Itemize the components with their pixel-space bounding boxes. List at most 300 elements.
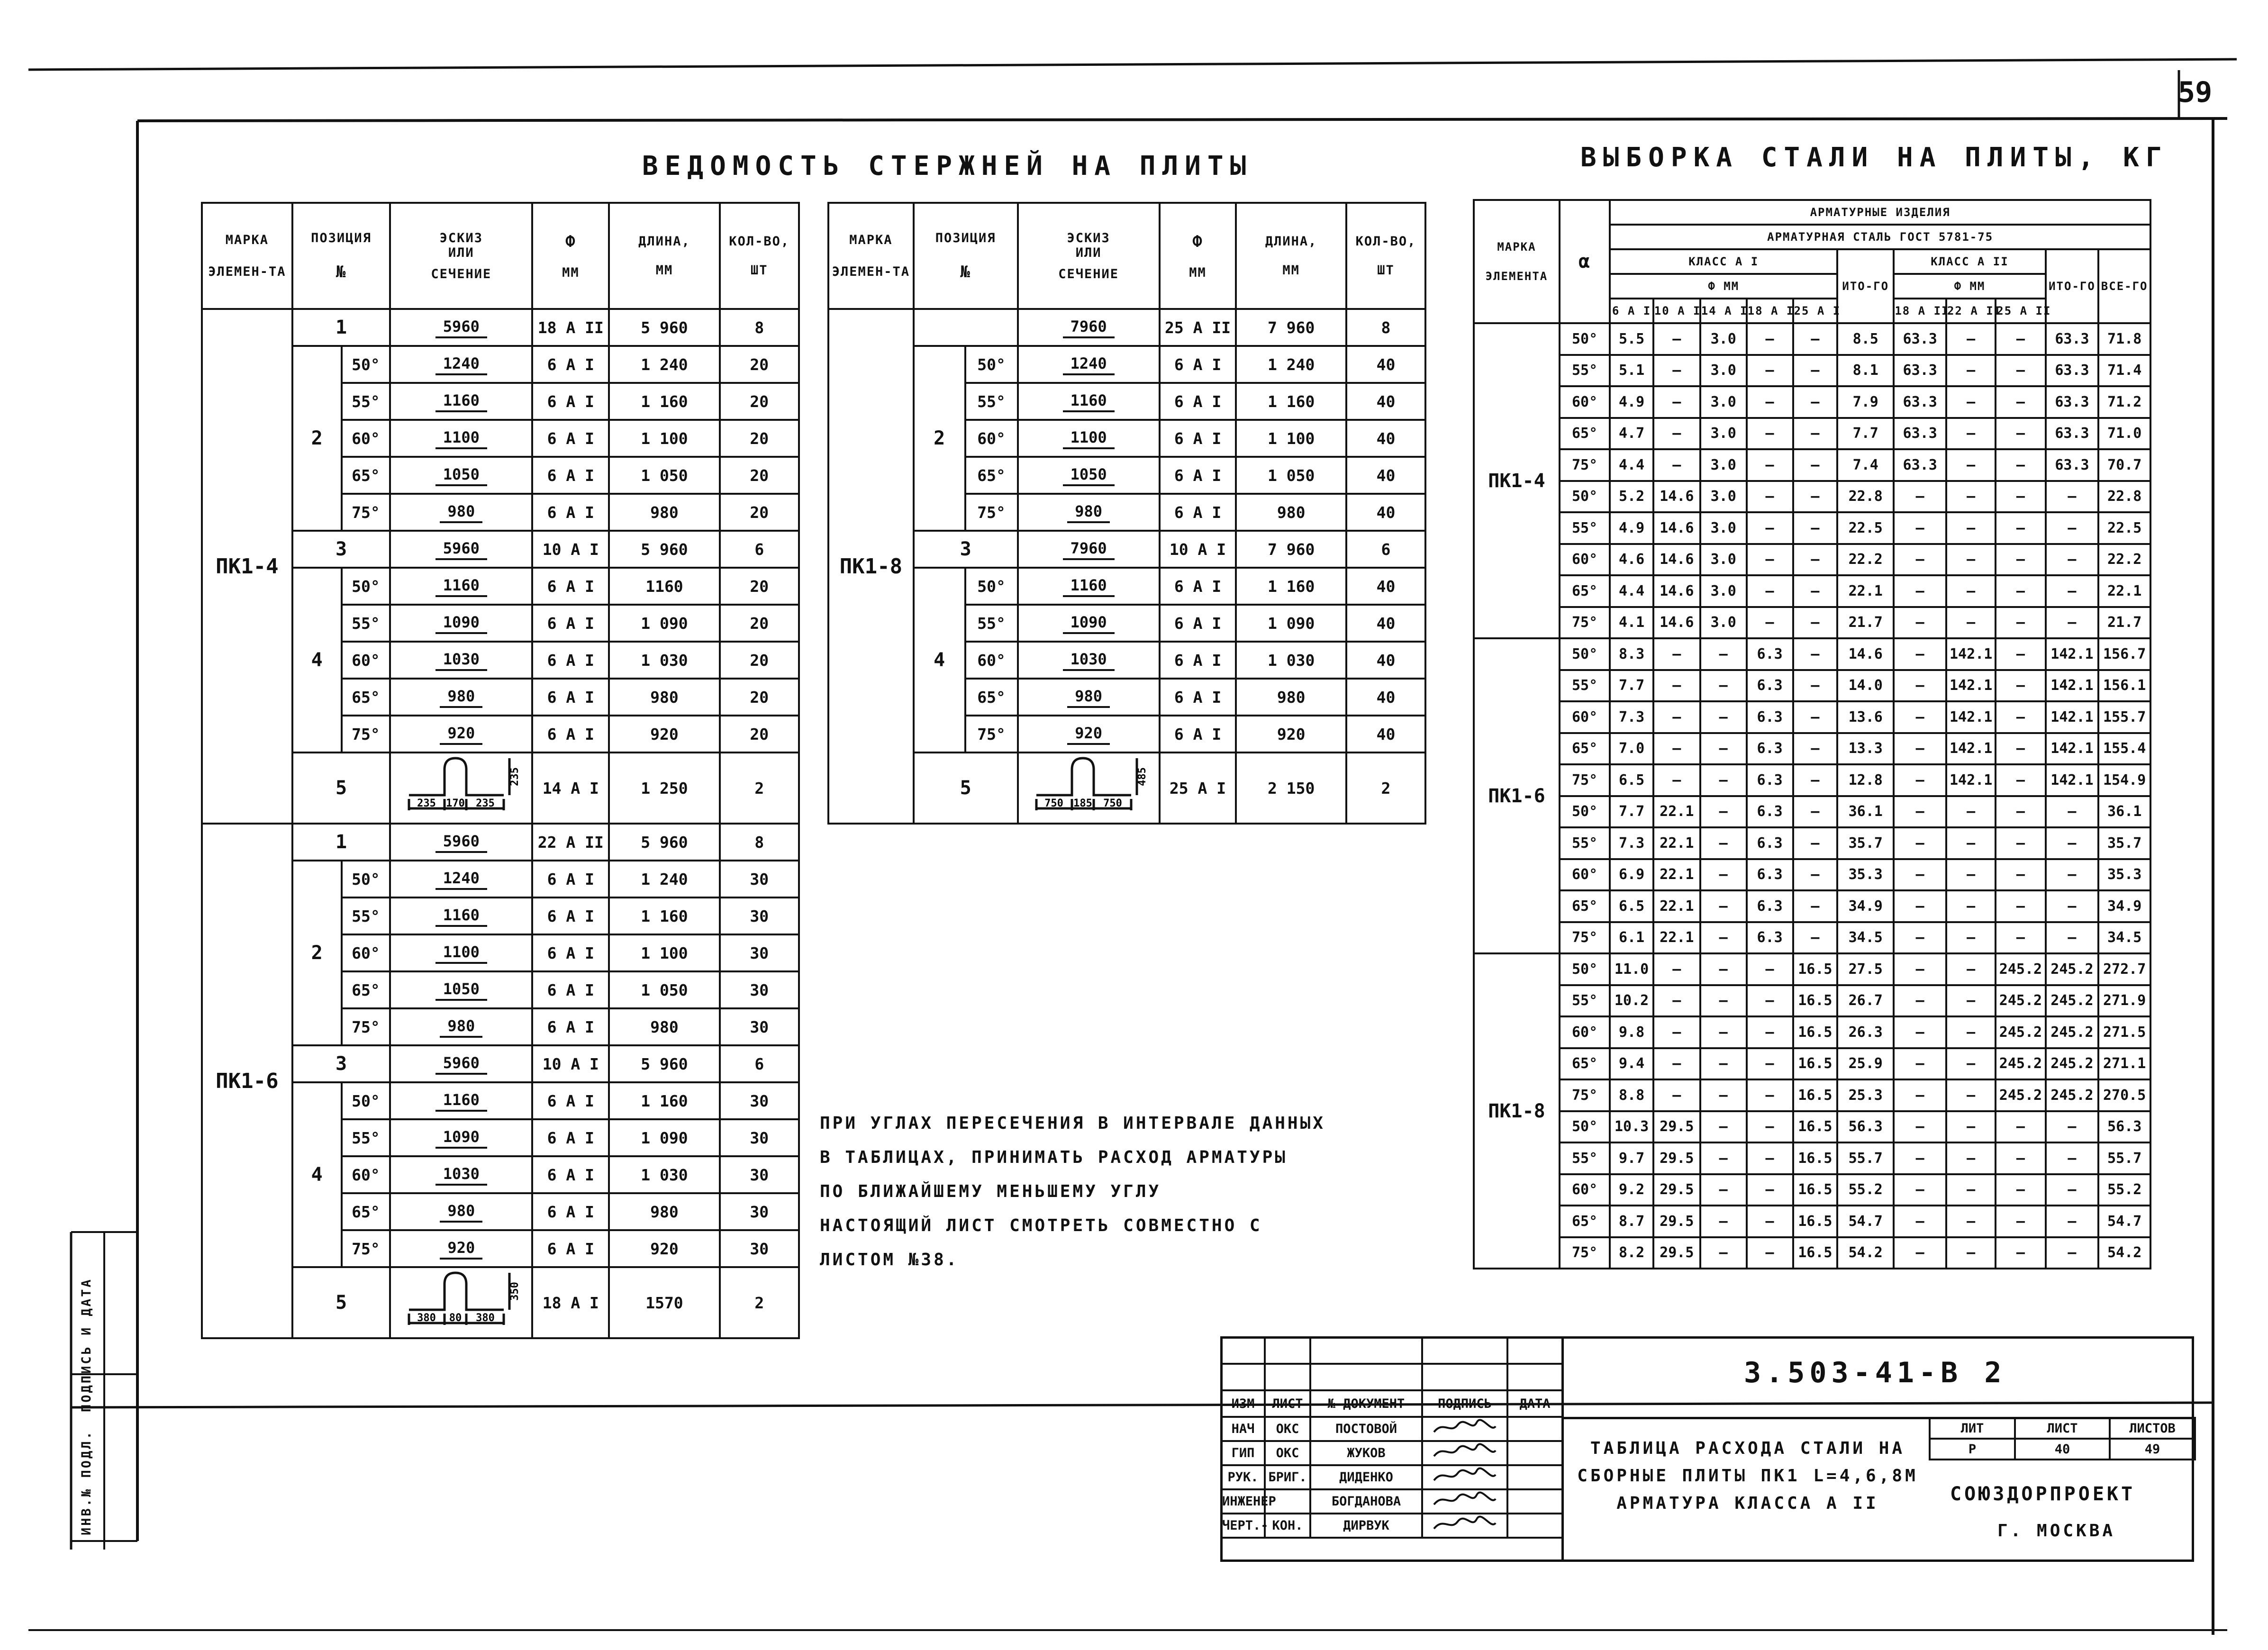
sel-value: [1793, 323, 1838, 355]
sel-value: [1747, 1174, 1793, 1206]
sel-angle-text: 55°: [1572, 1150, 1598, 1167]
sel-value: [2098, 512, 2150, 544]
stamp-col-header-text: ПОДПИСЬ: [1438, 1396, 1492, 1411]
col-qty-header: КОЛ-ВО, ШТ: [1346, 203, 1425, 309]
sel-value: [1837, 701, 1894, 733]
sel-value-text: —: [1672, 425, 1681, 442]
sel-value-text: 21.7: [1848, 614, 1883, 631]
sel-class-a1-header: КЛАСС А I: [1610, 249, 1837, 274]
bar-length: [609, 494, 719, 531]
sel-value: [1894, 575, 1946, 607]
bar-quantity: [720, 971, 799, 1008]
sel-value: [1747, 859, 1793, 891]
sel-angle: [1560, 1111, 1610, 1143]
sel-value-text: 245.2: [1999, 992, 2042, 1009]
position-number: [292, 1082, 342, 1267]
bar-sketch: [1018, 531, 1160, 568]
sel-value: [1793, 890, 1838, 922]
bar-quantity-text: 20: [750, 503, 769, 522]
bar-sketch: [390, 1156, 532, 1193]
sel-value: [1610, 323, 1653, 355]
bar-diameter: [1160, 457, 1236, 494]
bar-sketch-text: 920: [440, 724, 482, 745]
sel-value-text: 26.7: [1848, 992, 1883, 1009]
sel-value-text: —: [1915, 614, 1924, 631]
sel-angle-text: 65°: [1572, 740, 1598, 757]
sel-angle: [1560, 1016, 1610, 1048]
sel-value: [1653, 922, 1700, 954]
sel-angle-text: 55°: [1572, 992, 1598, 1009]
sel-value-text: —: [1811, 677, 1820, 694]
sel-value-text: —: [1811, 614, 1820, 631]
angle-text: 55°: [977, 392, 1006, 411]
sel-value: [2046, 1174, 2099, 1206]
sel-value: [1793, 764, 1838, 796]
bar-diameter: [1160, 679, 1236, 716]
sel-value: [1610, 985, 1653, 1017]
sel-element-mark: [1474, 638, 1560, 953]
bar-length: [1236, 494, 1346, 531]
sel-value: [2098, 1079, 2150, 1111]
sel-value-text: 271.9: [2103, 992, 2146, 1009]
sel-value: [2098, 1206, 2150, 1237]
sel-value-text: 63.3: [2055, 330, 2089, 347]
bar-sketch-text: 1030: [435, 1165, 487, 1186]
sel-value-text: —: [1915, 992, 1924, 1009]
sel-value-text: 27.5: [1848, 961, 1883, 978]
sel-angle: [1560, 890, 1610, 922]
stamp-dept: [1265, 1514, 1310, 1538]
sel-value-text: 156.7: [2103, 645, 2146, 662]
stamp-col-header: [1310, 1390, 1422, 1417]
angle: [342, 642, 390, 679]
bar-sketch: [390, 1008, 532, 1045]
sel-value-text: —: [1672, 645, 1681, 662]
sel-value-text: 35.3: [2107, 866, 2142, 883]
stamp-col-header: [1422, 1390, 1507, 1417]
bar-sketch: [1018, 383, 1160, 420]
sel-value-text: 63.3: [2055, 456, 2089, 473]
sel-value: [2098, 449, 2150, 481]
sel-value-text: —: [1719, 898, 1728, 915]
sel-value-text: —: [1915, 582, 1924, 599]
bar-sketch: [390, 1119, 532, 1156]
bar-sketch: [1018, 457, 1160, 494]
bar-quantity-text: 40: [1376, 355, 1396, 374]
sel-value: [1793, 670, 1838, 702]
sel-value: [2098, 1048, 2150, 1080]
stamp-col-header: [1265, 1390, 1310, 1417]
sel-value: [1653, 638, 1700, 670]
sel-value-text: —: [1765, 551, 1774, 568]
sel-value: [1837, 827, 1894, 859]
sel-value-text: —: [1967, 330, 1976, 347]
bar-diameter-text: 18 А I: [542, 1293, 599, 1312]
sel-value-text: 14.0: [1848, 677, 1883, 694]
bar-sketch-text: 1240: [435, 354, 487, 375]
sel-value: [1996, 355, 2045, 387]
col-dia-header: Ф ММ: [1160, 203, 1236, 309]
bar-length-text: 1 250: [641, 779, 688, 798]
sel-value: [1793, 1142, 1838, 1174]
stamp-name: [1310, 1441, 1422, 1465]
sel-value: [1946, 733, 1996, 765]
sel-value: [1653, 1016, 1700, 1048]
sel-value: [2098, 922, 2150, 954]
sel-value: [1894, 733, 1946, 765]
stamp-role-text: РУК.: [1227, 1470, 1259, 1485]
sel-angle: [1560, 922, 1610, 954]
hook-dim-mid: 185: [1073, 798, 1092, 809]
sel-value-text: 29.5: [1660, 1181, 1694, 1198]
sel-value-text: —: [1967, 488, 1976, 505]
bar-length: [1236, 309, 1346, 346]
sel-value-text: —: [1719, 677, 1728, 694]
bar-quantity: [720, 1267, 799, 1338]
sel-value: [1837, 922, 1894, 954]
sel-value-text: 13.3: [1848, 740, 1883, 757]
sel-value: [2098, 859, 2150, 891]
bar-quantity: [1346, 605, 1425, 642]
sel-value-text: 63.3: [1903, 425, 1937, 442]
sel-value-text: —: [1811, 803, 1820, 820]
bar-sketch: [1018, 568, 1160, 605]
bar-length-text: 980: [650, 688, 679, 707]
sel-value-text: 16.5: [1798, 1024, 1833, 1041]
angle-text: 50°: [352, 577, 380, 596]
sel-value-text: —: [2068, 834, 2077, 852]
sel-element-mark-text: ПК1-6: [1488, 785, 1545, 807]
sel-value: [2098, 764, 2150, 796]
bar-quantity-text: 40: [1376, 614, 1396, 633]
sel-value: [1653, 323, 1700, 355]
sel-value-text: 5.1: [1618, 362, 1645, 379]
sel-angle: [1560, 638, 1610, 670]
sel-element-mark: [1474, 323, 1560, 638]
sel-value: [1700, 1111, 1747, 1143]
bar-diameter: [532, 605, 609, 642]
sel-value: [1793, 1206, 1838, 1237]
angle: [342, 383, 390, 420]
sel-value: [2098, 953, 2150, 985]
sel-angle: [1560, 733, 1610, 765]
bar-sketch-text: 1030: [435, 650, 487, 671]
sel-value: [2046, 733, 2099, 765]
sel-value-text: 29.5: [1660, 1150, 1694, 1167]
sel-value-text: 36.1: [2107, 803, 2142, 820]
sel-value-text: —: [1811, 898, 1820, 915]
sel-value-text: —: [2068, 614, 2077, 631]
sel-value: [1894, 386, 1946, 418]
sel-value: [1747, 701, 1793, 733]
sel-value-text: 6.3: [1757, 866, 1783, 883]
sel-value: [2046, 670, 2099, 702]
bar-sketch-text: 1240: [1063, 354, 1115, 375]
sel-value: [1894, 1016, 1946, 1048]
sel-value: [1996, 670, 2045, 702]
bar-diameter: [532, 568, 609, 605]
sel-value-text: —: [2068, 1118, 2077, 1135]
sel-angle-text: 55°: [1572, 519, 1598, 536]
bar-quantity-text: 30: [750, 1202, 769, 1221]
sel-value: [2046, 355, 2099, 387]
bar-quantity: [1346, 309, 1425, 346]
sel-value: [1946, 1142, 1996, 1174]
sel-value: [1700, 953, 1747, 985]
angle: [342, 1119, 390, 1156]
bar-quantity: [720, 934, 799, 971]
sel-value-text: 245.2: [1999, 1087, 2042, 1104]
sel-value-text: —: [1672, 1087, 1681, 1104]
bar-sketch-text: 1160: [435, 1091, 487, 1112]
stamp-dept: [1265, 1441, 1310, 1465]
bar-sketch: [390, 346, 532, 383]
sel-value: [1700, 701, 1747, 733]
sel-mark-header: МАРКА ЭЛЕМЕНТА: [1474, 200, 1560, 323]
sel-value-text: 3.0: [1710, 425, 1736, 442]
sel-angle-text: 65°: [1572, 582, 1598, 599]
bar-length-text: 1570: [645, 1293, 683, 1312]
bar-sketch-text: 1090: [435, 613, 487, 634]
sel-value: [1747, 733, 1793, 765]
angle: [965, 716, 1018, 752]
sel-dia-col: 18 А II: [1894, 299, 1946, 323]
revision-table: [1220, 1336, 1563, 1539]
position-number: [914, 309, 1018, 346]
bar-diameter-text: 6 А I: [547, 980, 594, 999]
sel-value-text: —: [1765, 1055, 1774, 1072]
angle-text: 55°: [977, 614, 1006, 633]
bar-sketch: [390, 716, 532, 752]
bar-diameter-text: 6 А I: [547, 651, 594, 670]
sel-value: [1610, 1079, 1653, 1111]
bar-length: [609, 531, 719, 568]
sel-value: [1837, 575, 1894, 607]
bar-quantity-text: 30: [750, 1128, 769, 1147]
bar-diameter-text: 6 А I: [1174, 577, 1222, 596]
sel-value: [1747, 323, 1793, 355]
sel-value-text: 142.1: [1949, 677, 1993, 694]
sel-value-text: 56.3: [2107, 1118, 2142, 1135]
bar-length-text: 7 960: [1267, 318, 1315, 337]
bar-length-text: 1160: [645, 577, 683, 596]
sel-value-text: —: [1672, 393, 1681, 410]
sel-value: [1946, 670, 1996, 702]
angle: [965, 494, 1018, 531]
bar-sketch-text: 980: [440, 502, 482, 523]
sel-value-text: —: [1967, 898, 1976, 915]
sel-value: [1894, 323, 1946, 355]
sel-value: [1610, 638, 1653, 670]
sel-value: [1700, 1142, 1747, 1174]
stamp-name-text: ЖУКОВ: [1347, 1446, 1386, 1460]
stamp-name: [1310, 1489, 1422, 1514]
sel-value: [1653, 1048, 1700, 1080]
bar-sketch: [1018, 346, 1160, 383]
bar-quantity-text: 6: [754, 540, 764, 559]
bar-length-text: 1 090: [641, 614, 688, 633]
bar-sketch-text: 1100: [1063, 428, 1115, 449]
sel-value-text: —: [2068, 582, 2077, 599]
sel-value-text: 5.5: [1618, 330, 1645, 347]
sel-value-text: —: [2016, 362, 2025, 379]
sel-value: [1747, 890, 1793, 922]
sel-value: [1653, 512, 1700, 544]
sel-value: [1793, 1174, 1838, 1206]
sel-value: [1653, 544, 1700, 576]
sel-value-text: —: [1967, 1055, 1976, 1072]
bar-sketch: [1018, 679, 1160, 716]
sel-value-text: —: [1967, 1213, 1976, 1230]
sel-value-text: —: [1765, 519, 1774, 536]
bar-quantity: [720, 642, 799, 679]
stamp-role-text: ГИП: [1231, 1446, 1255, 1460]
sel-value-text: 142.1: [2050, 645, 2094, 662]
sel-value-text: 6.3: [1757, 803, 1783, 820]
angle-text: 60°: [352, 943, 380, 962]
sel-value-text: 8.7: [1618, 1213, 1645, 1230]
angle: [342, 1082, 390, 1119]
col-sketch-header: ЭСКИЗ ИЛИ СЕЧЕНИЕ: [1018, 203, 1160, 309]
sel-value: [1653, 733, 1700, 765]
sel-value: [1946, 953, 1996, 985]
sel-value-text: 271.5: [2103, 1024, 2146, 1041]
sel-value-text: 22.2: [2107, 551, 2142, 568]
sel-value: [1700, 1016, 1747, 1048]
sel-value: [1700, 638, 1747, 670]
sel-value: [1946, 449, 1996, 481]
sel-value: [1946, 638, 1996, 670]
sel-value-text: —: [2016, 834, 2025, 852]
sel-angle-text: 65°: [1572, 1213, 1598, 1230]
angle: [342, 679, 390, 716]
sel-value-text: —: [2016, 740, 2025, 757]
sel-value-text: 22.1: [1660, 803, 1694, 820]
bar-quantity-text: 40: [1376, 503, 1396, 522]
sel-value: [1610, 512, 1653, 544]
sel-value-text: 6.3: [1757, 677, 1783, 694]
sel-value-text: —: [1811, 834, 1820, 852]
sel-value: [1996, 1016, 2045, 1048]
bar-quantity: [720, 605, 799, 642]
sel-value-text: —: [1915, 1244, 1924, 1261]
sel-value-text: —: [2016, 803, 2025, 820]
bar-diameter: [532, 1045, 609, 1082]
bar-length: [609, 861, 719, 898]
sel-value: [1894, 1237, 1946, 1269]
sel-angle-text: 50°: [1572, 488, 1598, 505]
sel-angle: [1560, 859, 1610, 891]
bar-diameter-text: 6 А I: [547, 466, 594, 485]
position-number-text: 4: [311, 1164, 323, 1186]
bar-length-text: 920: [650, 725, 679, 743]
sel-value: [1653, 418, 1700, 450]
angle-text: 60°: [977, 429, 1006, 448]
bar-quantity: [720, 457, 799, 494]
stamp-col-header-text: ИЗМ: [1231, 1396, 1255, 1411]
bar-sketch-text: 1160: [435, 576, 487, 597]
sel-value: [2046, 827, 2099, 859]
sel-value-text: —: [1719, 1055, 1728, 1072]
sel-value-text: 7.7: [1618, 677, 1645, 694]
sel-value-text: —: [1765, 456, 1774, 473]
bar-length-text: 1 160: [1267, 392, 1315, 411]
stamp-date: [1507, 1465, 1562, 1489]
sel-value-text: 54.2: [1848, 1244, 1883, 1261]
sel-value: [1610, 607, 1653, 639]
stamp-col-header: [1507, 1390, 1562, 1417]
position-number: [914, 531, 1018, 568]
sel-value-text: 22.8: [1848, 488, 1883, 505]
bar-quantity: [720, 420, 799, 457]
angle-text: 55°: [352, 392, 380, 411]
sel-value-text: —: [1765, 488, 1774, 505]
sel-value-text: 29.5: [1660, 1118, 1694, 1135]
sel-angle: [1560, 386, 1610, 418]
sel-value-text: 34.9: [1848, 898, 1883, 915]
sel-value-text: 155.4: [2103, 740, 2146, 757]
angle-text: 75°: [977, 503, 1006, 522]
bar-sketch: [1018, 605, 1160, 642]
sel-vsego-header: ВСЕ-ГО: [2098, 249, 2150, 323]
sel-value: [1946, 1206, 1996, 1237]
bar-sketch-text: 7960: [1063, 317, 1115, 338]
sel-value: [1894, 701, 1946, 733]
sel-value-text: 154.9: [2103, 771, 2146, 789]
sel-value: [1610, 796, 1653, 828]
angle-text: 75°: [352, 1239, 380, 1258]
sel-value-text: 4.9: [1618, 393, 1645, 410]
sel-value: [1793, 1237, 1838, 1269]
sel-value-text: 245.2: [2050, 1055, 2094, 1072]
sel-value-text: 16.5: [1798, 1150, 1833, 1167]
bar-sketch-text: 1100: [435, 428, 487, 449]
sel-value-text: 3.0: [1710, 614, 1736, 631]
sel-value: [2098, 1111, 2150, 1143]
angle-text: 55°: [352, 907, 380, 925]
sel-value: [1837, 985, 1894, 1017]
angle-text: 60°: [352, 651, 380, 670]
sel-value: [2098, 701, 2150, 733]
sel-value-text: 8.2: [1618, 1244, 1645, 1261]
sel-value: [2046, 607, 2099, 639]
sel-value-text: —: [1765, 425, 1774, 442]
sel-value-text: —: [1811, 519, 1820, 536]
sel-value: [1700, 764, 1747, 796]
stamp-signature: [1422, 1417, 1507, 1441]
sel-value-text: 14.6: [1660, 614, 1694, 631]
sel-value-text: —: [1967, 1118, 1976, 1135]
sel-value: [1700, 355, 1747, 387]
sel-value-text: —: [1811, 771, 1820, 789]
bar-diameter: [532, 531, 609, 568]
sel-value: [1837, 733, 1894, 765]
sel-value: [1747, 1016, 1793, 1048]
sel-angle-text: 55°: [1572, 834, 1598, 852]
hook-dim-mid: 80: [449, 1312, 462, 1324]
bar-quantity-text: 6: [754, 1054, 764, 1073]
bar-length-text: 920: [1277, 725, 1306, 743]
sel-value-text: —: [2068, 488, 2077, 505]
sel-value: [2098, 355, 2150, 387]
angle: [342, 934, 390, 971]
sel-value-text: —: [1719, 803, 1728, 820]
sel-value: [2046, 859, 2099, 891]
bar-sketch-text: 1160: [435, 906, 487, 927]
sel-value-text: 272.7: [2103, 961, 2146, 978]
sel-dia-col: 18 А I: [1747, 299, 1793, 323]
hook-dim-left: 380: [417, 1312, 436, 1324]
